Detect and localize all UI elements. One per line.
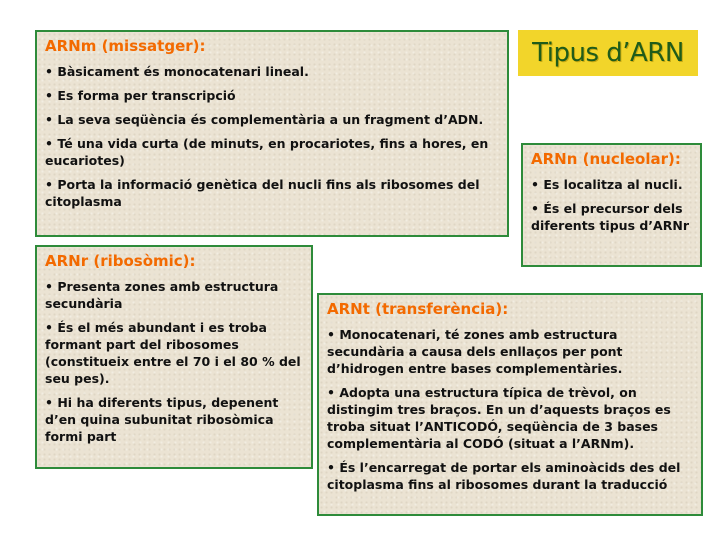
card-arnn [521,143,702,267]
card-arnt-bullet: • Monocatenari, té zones amb estructura secundària a causa dels enllaços per pont d’hidrogen entre bases complementàries. [327,327,623,376]
card-arnm-bullet: • Té una vida curta (de minuts, en procariotes, fins a hores, en eucariotes) [45,136,489,168]
card-arnr-bullet: • Presenta zones amb estructura secundària [45,279,279,311]
slide-title: Tipus d’ARN [518,30,698,76]
card-arnm-bullet: • La seva seqüència és complementària a un fragment d’ADN. [45,112,484,127]
card-arnt-bullet: • És l’encarregat de portar els aminoàcids des del citoplasma fins al ribosomes durant la traducció [327,460,681,492]
card-arnm-title: ARNm (missatger): [45,37,206,55]
card-arnn-bullet: • És el precursor dels diferents tipus d’ARNr [531,201,689,233]
card-arnr-title: ARNr (ribosòmic): [45,252,196,270]
card-arnt-title: ARNt (transferència): [327,300,509,318]
card-arnr [35,245,313,469]
card-arnm-bullet: • Bàsicament és monocatenari lineal. [45,64,309,79]
card-arnm [35,30,509,237]
card-arnm-bullet: • Es forma per transcripció [45,88,236,103]
card-arnm-bullet: • Porta la informació genètica del nucli fins als ribosomes del citoplasma [45,177,480,209]
card-arnt [317,293,703,516]
card-arnn-bullet: • Es localitza al nucli. [531,177,683,192]
card-arnr-bullet: • És el més abundant i es troba formant part del ribosomes (constitueix entre el 70 i el 80 % del seu pes). [45,320,301,386]
card-arnr-bullet: • Hi ha diferents tipus, depenent d’en quina subunitat ribosòmica formi part [45,395,279,444]
card-arnn-title: ARNn (nucleolar): [531,150,681,168]
card-arnt-bullet: • Adopta una estructura típica de trèvol, on distingim tres braços. En un d’aquests braços es troba situat l’ANTICODÓ, seqüència de 3 bases complementària al CODÓ (situat a l’ARNm). [327,385,671,451]
